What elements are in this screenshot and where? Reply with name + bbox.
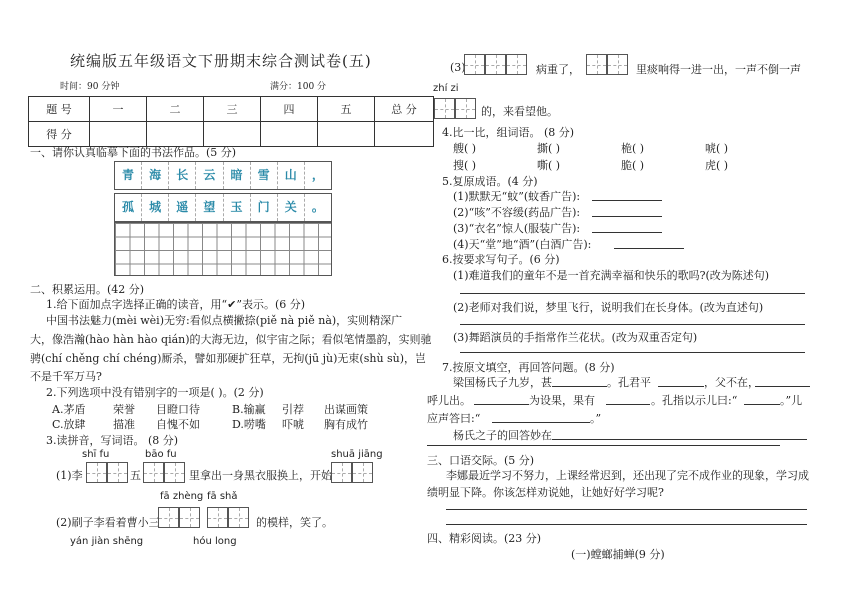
q3-sentence-3-mid: 病重了， xyxy=(536,63,580,76)
pinyin-shuajiang: shuā jiāng xyxy=(331,449,383,460)
question-2-6: 6.按要求写句子。(6 分) xyxy=(442,253,560,266)
q3-sentence-2-end: 的模样，笑了。 xyxy=(256,516,333,529)
score-input-cell[interactable] xyxy=(318,122,375,147)
q3-sentence-3-start: (3) xyxy=(450,61,466,74)
q7-line-2-d: 。”儿 xyxy=(780,394,803,407)
idiom-item: (2)“咳”不容缓(药品广告): xyxy=(453,206,581,219)
calligraphy-char: 城 xyxy=(142,194,169,221)
calligraphy-char: ， xyxy=(311,168,324,182)
fill-blank[interactable] xyxy=(744,404,780,405)
q1-paragraph-line: 中国书法魅力(mèi wèi)无穷:看似点横撇捺(piě nà piě nà)，实则精深广 xyxy=(46,314,403,327)
compare-item[interactable]: 撕( ) xyxy=(537,142,561,155)
pinyin-fasha: fā shǎ xyxy=(207,491,238,502)
calligraphy-char: 云 xyxy=(196,162,223,189)
table-cell: 五 xyxy=(318,97,375,122)
fill-blank[interactable] xyxy=(755,386,810,387)
section-4-subheading: (一)螳螂捕蝉(9 分) xyxy=(571,548,665,561)
table-cell: 二 xyxy=(147,97,204,122)
answer-boxes-houlong[interactable] xyxy=(586,54,628,75)
idiom-item: (4)天“堂”地“酒”(白酒广告): xyxy=(453,238,592,251)
score-input-cell[interactable] xyxy=(375,122,434,147)
q3-sentence-1-end: 里拿出一身黑衣服换上，开始 xyxy=(189,469,332,482)
q7-line-3-a: 应声答曰:“ xyxy=(427,412,481,425)
q7-line-3-b: 。” xyxy=(590,412,602,425)
answer-line[interactable] xyxy=(446,509,807,510)
page-title: 统编版五年级语文下册期末综合测试卷(五) xyxy=(70,52,372,70)
question-2-3: 3.读拼音，写词语。 (8 分) xyxy=(46,434,179,447)
sentence-task-1: (1)难道我们的童年不是一首充满幸福和快乐的歌吗?(改为陈述句) xyxy=(453,269,770,282)
q3-sentence-2-start: (2)刷子李看着曹小三 xyxy=(56,516,160,529)
sentence-task-2: (2)老师对我们说，梦里飞行，说明我们在长身体。(改为直述句) xyxy=(453,301,764,314)
option-a-word: 目瞪口待 xyxy=(156,403,200,416)
table-cell: 得 分 xyxy=(29,122,90,147)
calligraphy-line-2 xyxy=(114,193,332,222)
option-d-word: 吓唬 xyxy=(282,418,304,431)
option-b-word: 引荐 xyxy=(282,403,304,416)
q3-sentence-1-start: (1)李 xyxy=(56,469,83,482)
answer-line[interactable] xyxy=(460,324,805,325)
fill-blank[interactable] xyxy=(658,386,704,387)
answer-boxes-fasha[interactable] xyxy=(207,507,249,528)
option-b-word: 出谋画策 xyxy=(324,403,368,416)
answer-line[interactable] xyxy=(427,445,780,446)
full-score: 满分：100 分 xyxy=(270,82,327,92)
q7-line-4: 杨氏之子的回答妙在 xyxy=(453,429,552,442)
question-2-5: 5.复原成语。(4 分) xyxy=(442,175,538,188)
calligraphy-char: 青 xyxy=(115,162,142,189)
answer-line[interactable] xyxy=(460,352,805,353)
calligraphy-char: 海 xyxy=(142,162,169,189)
pinyin-houlong: hóu long xyxy=(193,536,237,547)
score-table-score-row xyxy=(29,122,434,147)
q1-paragraph-line: 不是千军万马? xyxy=(30,370,102,383)
calligraphy-char: 山 xyxy=(278,162,305,189)
section-2-heading: 二、积累运用。(42 分) xyxy=(30,283,145,296)
score-table-header-row xyxy=(29,97,434,122)
question-2-1: 1.给下面加点字选择正确的读音，用“✔”表示。(6 分) xyxy=(46,298,306,311)
section-4-heading: 四、精彩阅读。(23 分) xyxy=(427,532,542,545)
exam-time: 时间：90 分钟 xyxy=(60,82,120,92)
section-1-heading: 一、请你认真临摹下面的书法作品。(5 分) xyxy=(30,146,237,159)
calligraphy-char: 雪 xyxy=(251,162,278,189)
answer-boxes-baofu[interactable] xyxy=(143,462,185,483)
table-cell: 总 分 xyxy=(375,97,434,122)
fill-blank[interactable] xyxy=(606,404,650,405)
question-2-2: 2.下列选项中没有错别字的一项是( )。(2 分) xyxy=(46,386,264,399)
table-cell: 题 号 xyxy=(29,97,90,122)
fill-blank[interactable] xyxy=(474,404,529,405)
pinyin-baofu: bāo fu xyxy=(145,449,177,460)
pinyin-fazheng: fā zhèng xyxy=(160,491,204,502)
score-input-cell[interactable] xyxy=(90,122,147,147)
answer-boxes-zhizi[interactable] xyxy=(434,98,476,119)
option-c-word: 自愧不如 xyxy=(156,418,200,431)
q3-sentence-3-end: 里痰响得一进一出，一声不倒一声 xyxy=(636,63,801,76)
q7-line-2-b: 为设果，果有 xyxy=(529,394,595,407)
idiom-item: (3)“衣名”惊人(服装广告): xyxy=(453,222,581,235)
calligraphy-char: 遥 xyxy=(169,194,196,221)
option-d: D.唠嘴 xyxy=(232,418,266,431)
calligraphy-char: 望 xyxy=(196,194,223,221)
answer-boxes-shuajiang[interactable] xyxy=(331,462,373,483)
idiom-item: (1)默默无“蚊”(蚊香广告): xyxy=(453,190,581,203)
q7-line-1-a: 梁国杨氏子九岁，甚 xyxy=(453,376,552,389)
fill-blank[interactable] xyxy=(492,422,590,423)
question-2-7: 7.按原文填空，再回答问题。(8 分) xyxy=(442,361,615,374)
option-a: A.茅盾 xyxy=(52,403,86,416)
q7-line-2-a: 呼儿出。 xyxy=(427,394,471,407)
table-cell: 一 xyxy=(90,97,147,122)
calligraphy-line-1 xyxy=(114,161,332,190)
calligraphy-char: 关 xyxy=(278,194,305,221)
option-b: B.输赢 xyxy=(232,403,266,416)
score-input-cell[interactable] xyxy=(204,122,261,147)
section-3-heading: 三、口语交际。(5 分) xyxy=(427,454,535,467)
compare-item[interactable]: 唬( ) xyxy=(705,142,729,155)
section-3-text-line: 李娜最近学习不努力，上课经常迟到，还出现了完不成作业的现象，学习成 xyxy=(446,469,809,482)
idiom-answer-line[interactable] xyxy=(592,216,662,217)
idiom-answer-line[interactable] xyxy=(592,232,662,233)
option-a-word: 荣誉 xyxy=(113,403,135,416)
q1-paragraph-line: 骋(chí chěng chí chéng)厮杀，譬如那硬扩狂草，无拘(jū jù)无束(shù sù)，岂 xyxy=(30,352,427,365)
q1-paragraph-line: 大，像浩瀚(hào hàn hào qián)的大海无边，似宇宙之际；看似笔情墨韵，实则驰 xyxy=(30,333,432,346)
answer-boxes-shifu[interactable] xyxy=(86,462,128,483)
answer-boxes-fazheng[interactable] xyxy=(158,507,200,528)
table-cell: 三 xyxy=(204,97,261,122)
q7-line-1-b: 。孔君平 xyxy=(607,376,651,389)
section-3-text-line: 绩明显下降。你该怎样劝说她，让她好好学习呢? xyxy=(427,486,664,499)
pinyin-zhizi: zhí zi xyxy=(433,83,459,94)
table-cell: 四 xyxy=(261,97,318,122)
idiom-answer-line[interactable] xyxy=(592,200,662,201)
compare-item[interactable]: 脆( ) xyxy=(621,159,645,172)
question-2-4: 4.比一比，组词语。 (8 分) xyxy=(442,126,575,139)
compare-item[interactable]: 桅( ) xyxy=(621,142,645,155)
sentence-task-3: (3)舞蹈演员的手指常作兰花状。(改为双重否定句) xyxy=(453,331,698,344)
q7-line-1-c: ，父不在， xyxy=(704,376,759,389)
fill-blank[interactable] xyxy=(552,386,607,387)
answer-line[interactable] xyxy=(446,524,807,525)
answer-boxes-yanjiansheng[interactable] xyxy=(464,54,527,75)
score-input-cell[interactable] xyxy=(261,122,318,147)
calligraphy-char: 玉 xyxy=(224,194,251,221)
pinyin-yanjiansheng: yán jiàn shēng xyxy=(70,536,144,547)
score-input-cell[interactable] xyxy=(147,122,204,147)
calligraphy-char: 。 xyxy=(311,200,324,214)
option-c-word: 描准 xyxy=(113,418,135,431)
calligraphy-char: 门 xyxy=(251,194,278,221)
option-d-word: 胸有成竹 xyxy=(324,418,368,431)
compare-item[interactable]: 嘶( ) xyxy=(537,159,561,172)
practice-grid[interactable] xyxy=(114,222,332,276)
option-c: C.放肆 xyxy=(52,418,86,431)
pinyin-shifu: shī fu xyxy=(82,449,110,460)
q3-sentence-3-tail: 的，来看望他。 xyxy=(481,105,558,118)
fill-blank[interactable] xyxy=(552,439,807,440)
compare-item[interactable]: 搜( ) xyxy=(453,159,477,172)
calligraphy-char: 长 xyxy=(169,162,196,189)
calligraphy-char: 孤 xyxy=(115,194,142,221)
score-table xyxy=(28,96,434,147)
compare-item[interactable]: 虎( ) xyxy=(705,159,729,172)
calligraphy-char: 暗 xyxy=(224,162,251,189)
q3-sentence-1-mid: 五 xyxy=(130,469,141,482)
compare-item[interactable]: 艘( ) xyxy=(453,142,477,155)
q7-line-2-c: 。孔指以示儿曰:“ xyxy=(651,394,738,407)
idiom-answer-line[interactable] xyxy=(614,248,684,249)
answer-line[interactable] xyxy=(460,293,805,294)
